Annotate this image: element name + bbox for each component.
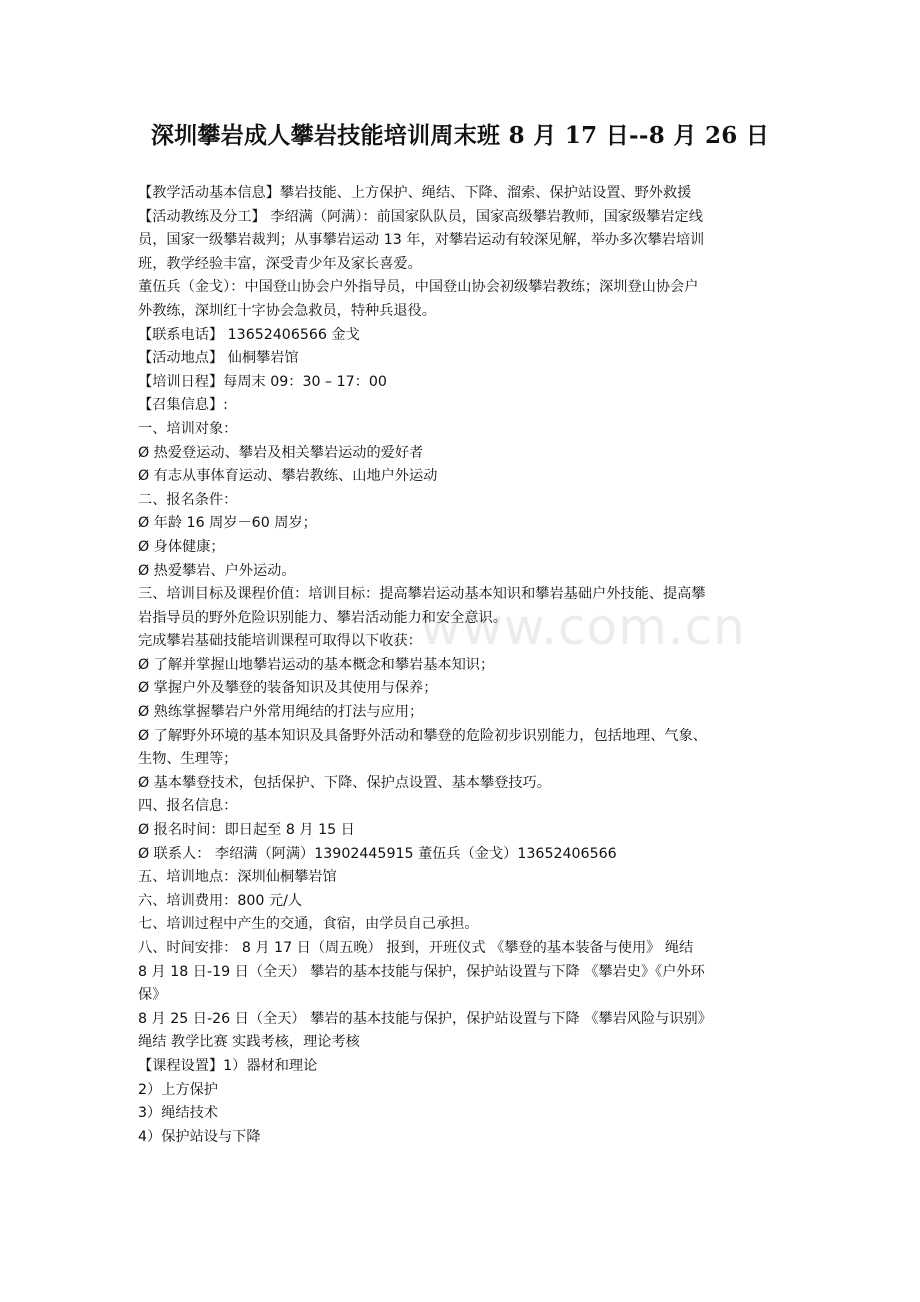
- text-line: 2）上方保护: [138, 1081, 218, 1098]
- text-line: 完成攀岩基础技能培训课程可取得以下收获：: [138, 633, 422, 650]
- text-line: 【活动地点】 仙桐攀岩馆: [138, 350, 299, 367]
- bullet-line: Ø 了解并掌握山地攀岩运动的基本概念和攀岩基本知识；: [138, 656, 495, 673]
- text-line: 四、报名信息：: [138, 798, 238, 815]
- text-line: 保》: [138, 987, 167, 1004]
- text-line: 【联系电话】 13652406566 金戈: [138, 326, 360, 343]
- text-line: 董伍兵（金戈）：中国登山协会户外指导员，中国登山协会初级攀岩教练；深圳登山协会户: [138, 279, 699, 296]
- bullet-line: Ø 联系人： 李绍满（阿满）13902445915 董伍兵（金戈）13652406566: [138, 845, 617, 862]
- text-line: 8 月 18 日-19 日（全天） 攀岩的基本技能与保护，保护站设置与下降 《攀岩史》《户外环: [138, 963, 705, 980]
- text-line: 【活动教练及分工】 李绍满（阿满）：前国家队队员，国家高级攀岩教师，国家级攀岩定线: [138, 208, 703, 225]
- text-line: 【召集信息】:: [138, 397, 228, 414]
- text-line: 【培训日程】每周末 09：30 – 17：00: [138, 373, 387, 390]
- text-line: 【课程设置】1）器材和理论: [138, 1057, 318, 1074]
- text-line: 【教学活动基本信息】攀岩技能、上方保护、绳结、下降、溜索、保护站设置、野外救援: [138, 185, 692, 201]
- text-line: 六、培训费用：800 元/人: [138, 892, 303, 909]
- text-line: 五、培训地点：深圳仙桐攀岩馆: [138, 869, 337, 886]
- text-line: 岩指导员的野外危险识别能力、攀岩活动能力和安全意识。: [138, 609, 507, 626]
- text-line: 3）绳结技术: [138, 1105, 218, 1122]
- bullet-line: Ø 报名时间：即日起至 8 月 15 日: [138, 822, 355, 839]
- text-line: 三、培训目标及课程价值：培训目标：提高攀岩运动基本知识和攀岩基础户外技能、提高攀: [138, 586, 706, 603]
- text-line: 员，国家一级攀岩裁判；从事攀岩运动 13 年，对攀岩运动有较深见解，举办多次攀岩培训: [138, 232, 705, 249]
- text-line: 八、时间安排： 8 月 17 日（周五晚） 报到，开班仪式 《攀登的基本装备与使用》 绳结: [138, 940, 694, 956]
- text-line: 8 月 25 日-26 日（全天） 攀岩的基本技能与保护，保护站设置与下降 《攀岩风险与识别》: [138, 1010, 712, 1027]
- bullet-line: Ø 年龄 16 周岁－60 周岁；: [138, 515, 317, 532]
- bullet-line: Ø 熟练掌握攀岩户外常用绳结的打法与应用；: [138, 704, 424, 721]
- text-line: 绳结 教学比赛 实践考核，理论考核: [138, 1034, 360, 1051]
- bullet-line: Ø 基本攀登技术，包括保护、下降、保护点设置、基本攀登技巧。: [138, 774, 551, 791]
- text-line: 二、报名条件：: [138, 491, 238, 508]
- bullet-line: Ø 热爱登运动、攀岩及相关攀岩运动的爱好者: [138, 444, 424, 461]
- bullet-line: Ø 了解野外环境的基本知识及具备野外活动和攀登的危险初步识别能力，包括地理、气象、: [138, 727, 707, 744]
- bullet-line: Ø 掌握户外及攀登的装备知识及其使用与保养；: [138, 680, 438, 697]
- text-line: 一、培训对象：: [138, 420, 238, 437]
- text-line: 外教练，深圳红十字协会急救员，特种兵退役。: [138, 302, 436, 319]
- bullet-line: Ø 热爱攀岩、户外运动。: [138, 562, 296, 579]
- document-body: [138, 182, 798, 1149]
- text-line: 4）保护站设与下降: [138, 1128, 261, 1145]
- text-line: 生物、生理等；: [138, 751, 238, 768]
- watermark: www.com.cn: [420, 598, 746, 656]
- bullet-line: Ø 有志从事体育运动、攀岩教练、山地户外运动: [138, 468, 438, 485]
- text-line: 七、培训过程中产生的交通，食宿，由学员自己承担。: [138, 916, 479, 933]
- bullet-line: Ø 身体健康；: [138, 538, 225, 555]
- document-title: 深圳攀岩成人攀岩技能培训周末班 8 月 17 日--8 月 26 日: [150, 122, 770, 149]
- text-line: 班，教学经验丰富，深受青少年及家长喜爱。: [138, 255, 422, 272]
